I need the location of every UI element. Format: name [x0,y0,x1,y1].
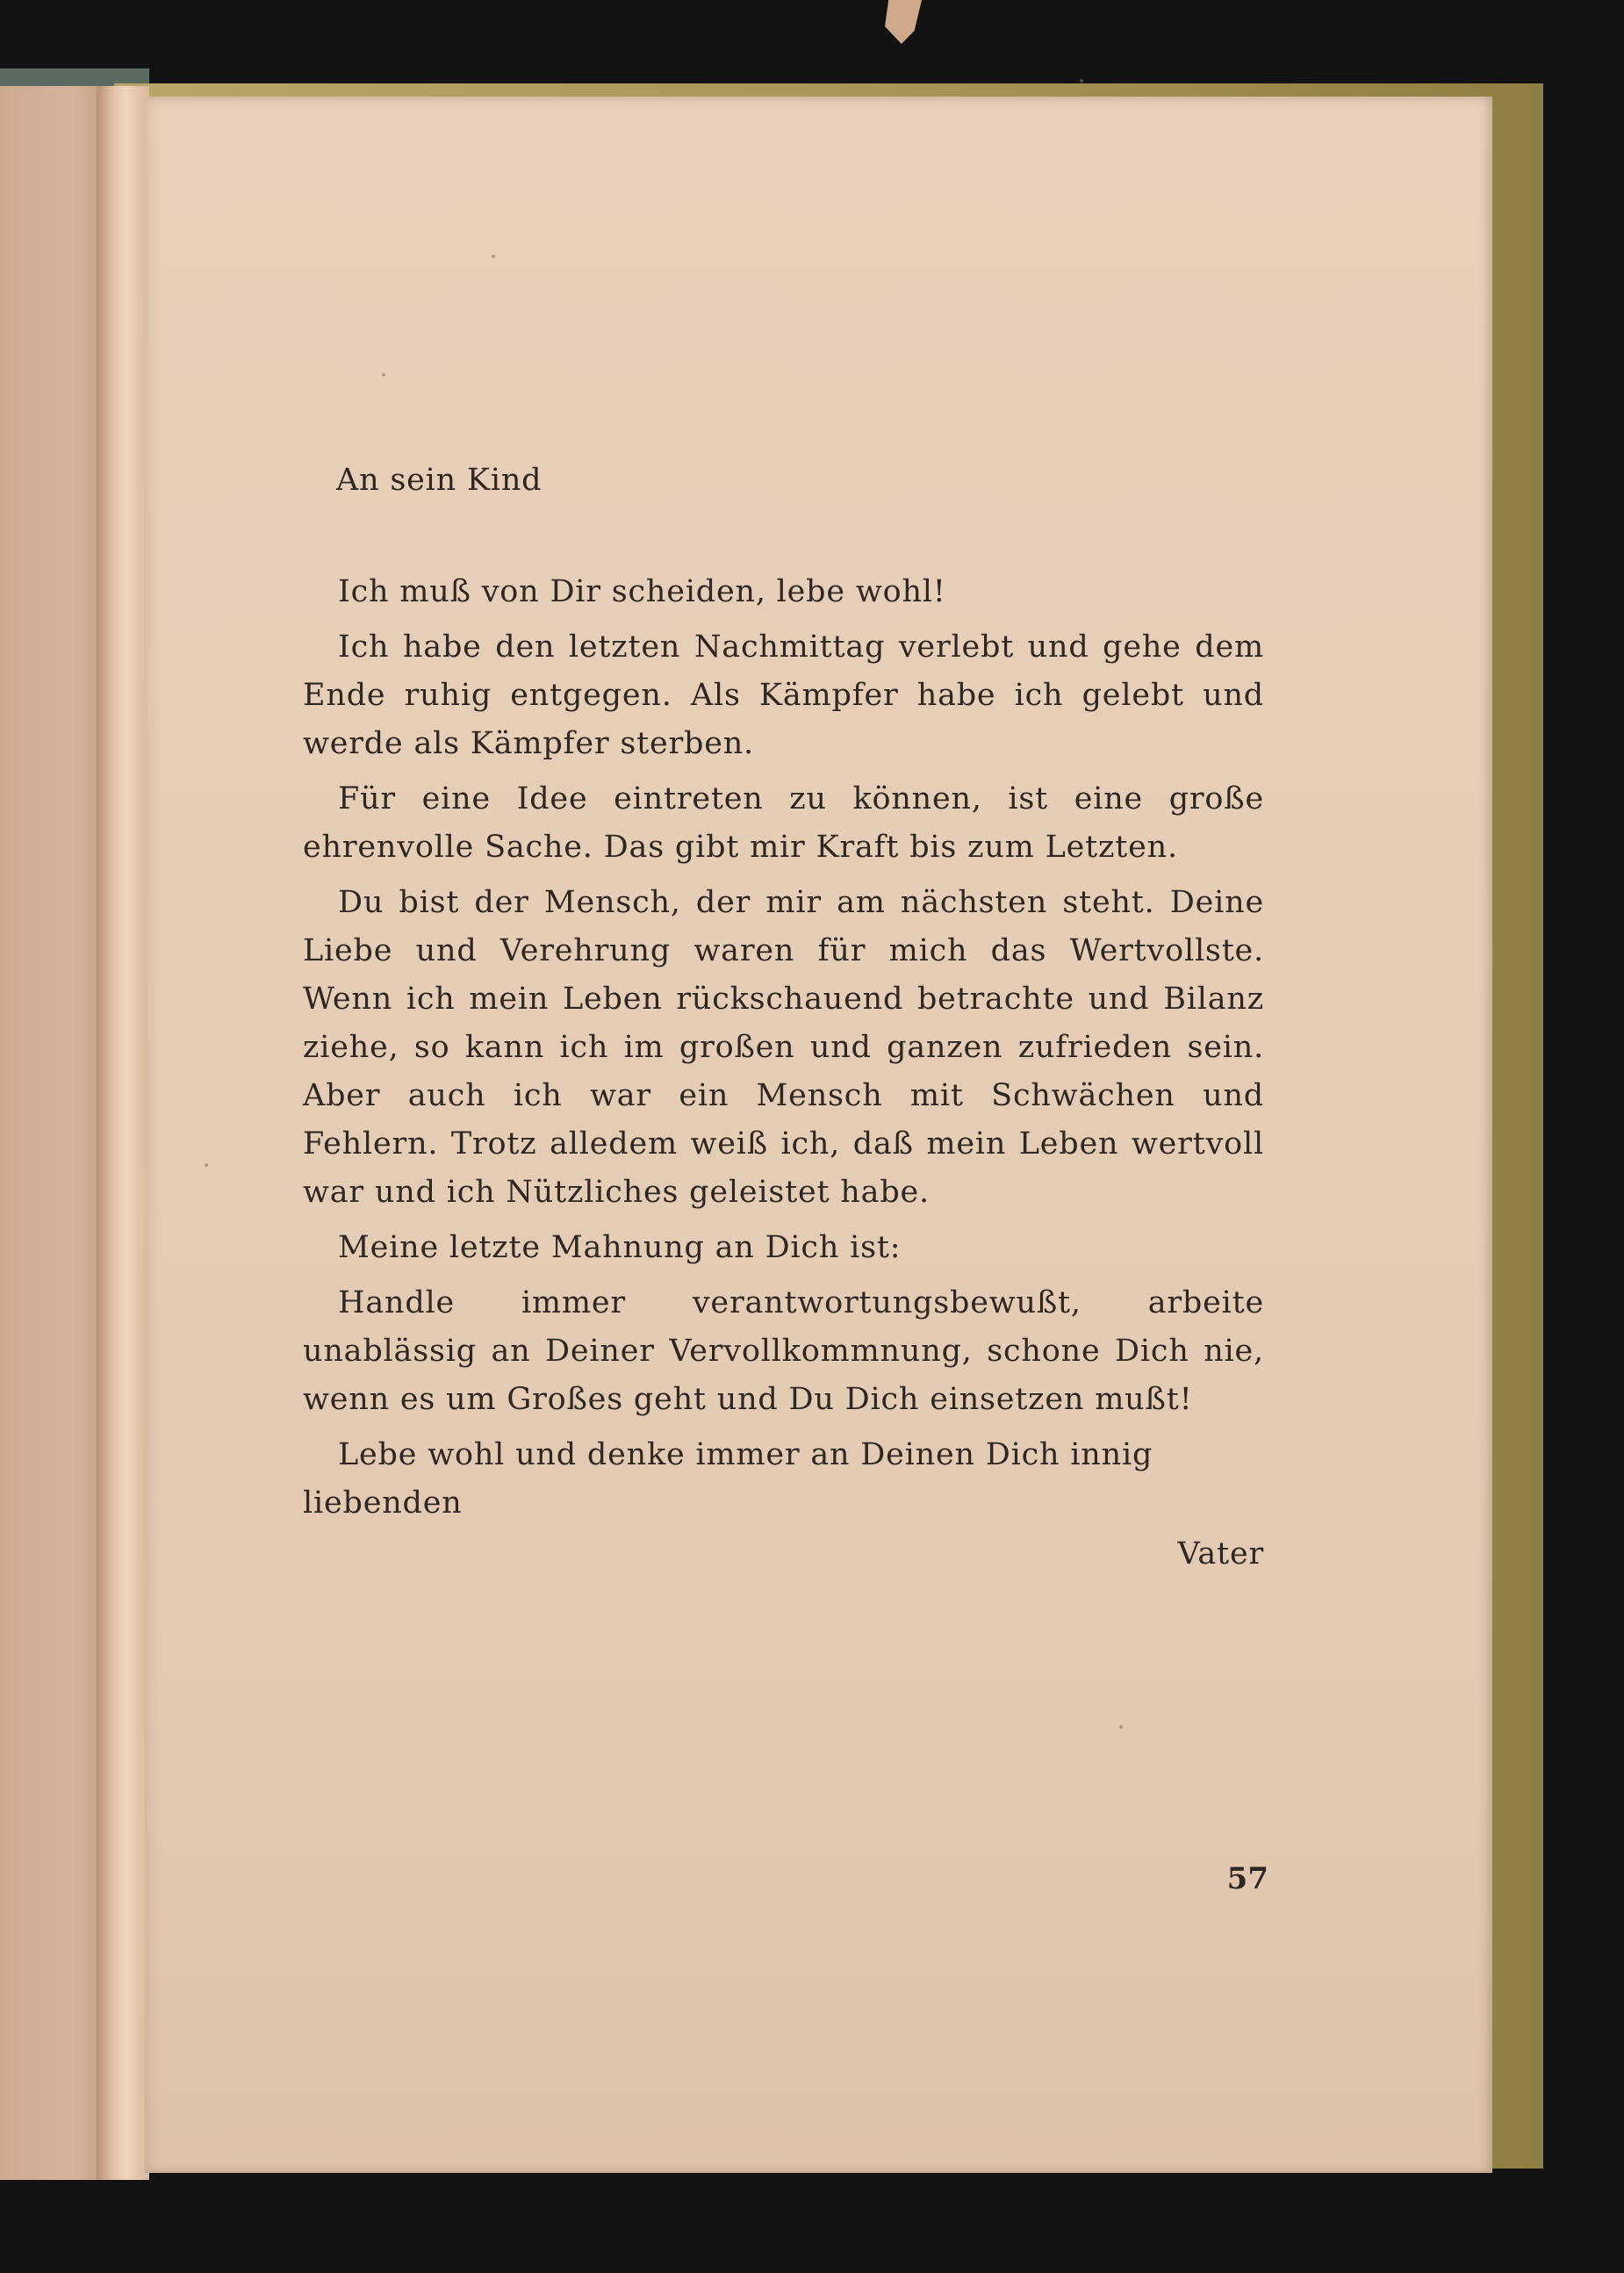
paper-speck [1080,79,1083,83]
paragraph-act-responsibly: Handle immer verantwortungsbewußt, arbeite unablässig an Deiner Vervollkommnung, schone Dich nie, wenn es um Großes geht und Du Dich einsetzen mußt! [303,1285,1264,1417]
paragraph-farewell: Ich muß von Dir scheiden, lebe wohl! [338,574,946,609]
paragraph-last-admonition: Meine letzte Mahnung an Dich ist: [338,1230,902,1265]
left-page-edge [0,86,105,2180]
paper-scrap [885,0,922,44]
book-gutter [97,86,149,2180]
paragraph-idea: Für eine Idee eintreten zu können, ist eine große ehrenvolle Sache. Das gibt mir Kraft bis zum Letzten. [303,781,1264,865]
letter-title: An sein Kind [336,463,543,498]
paper-speck [1119,1725,1123,1729]
signature: Vater [1177,1536,1264,1572]
page-number: 57 [1226,1861,1268,1896]
paragraph-farewell-closing: Lebe wohl und denke immer an Deinen Dich innig liebenden [303,1437,1153,1521]
paper-speck [205,1163,208,1167]
paper-speck [492,255,495,258]
paragraph-last-afternoon: Ich habe den letzten Nachmittag verlebt und gehe dem Ende ruhig entgegen. Als Kämpfer habe ich gelebt und werde als Kämpfer sterben. [303,629,1264,761]
paragraph-closest-person: Du bist der Mensch, der mir am nächsten steht. Deine Liebe und Verehrung waren für mich das Wertvollste. Wenn ich mein Leben rückschauend betrachte und Bilanz ziehe, so kann ich im großen und ganzen zufrieden sein. Aber auch ich war ein Mensch mit Schwächen und Fehlern. Trotz alledem weiß ich, daß mein Leben wertvoll war und ich Nützliches geleistet habe. [303,885,1264,1210]
letter-text [303,457,1264,1580]
paper-speck [382,373,385,377]
